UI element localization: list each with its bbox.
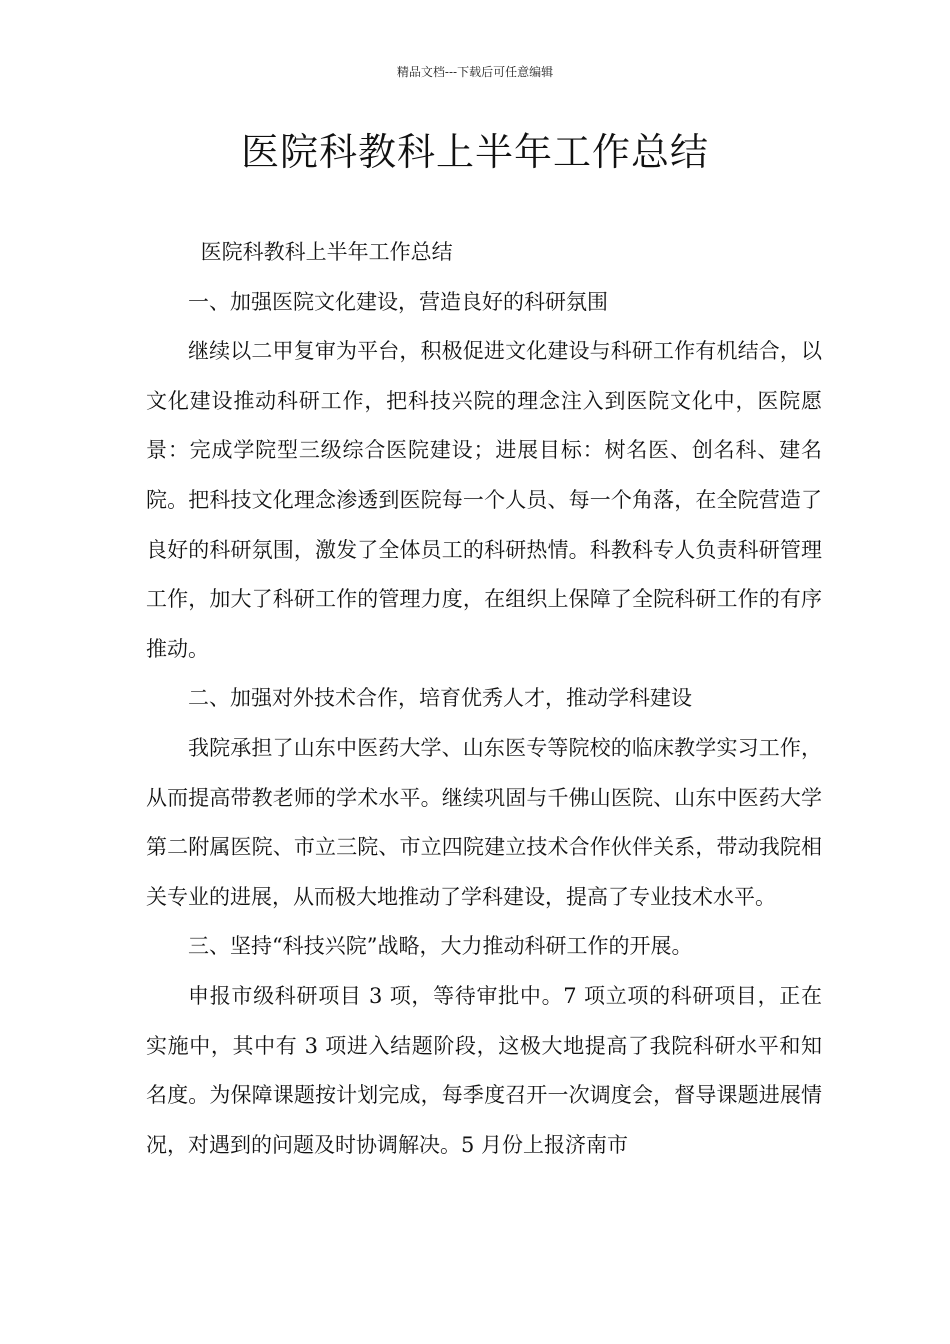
header-note: 精品文档---下载后可任意编辑 [396, 65, 554, 79]
body-paragraph-1: 继续以二甲复审为平台，积极促进文化建设与科研工作有机结合，以文化建设推动科研工作，把科技兴院的理念注入到医院文化中，医院愿景：完成学院型三级综合医院建设；进展目标：树名医、创名科、建名院。把科技文化理念渗透到医院每一个人员、每一个角落，在全院营造了良好的科研氛围，激发了全体员工的科研热情。科教科专人负责科研管理工作，加大了科研工作的管理力度，在组织上保障了全院科研工作的有序推动。 [146, 339, 822, 661]
section-heading-2: 二、加强对外技术合作，培育优秀人才，推动学科建设 [188, 686, 692, 711]
document-title: 医院科教科上半年工作总结 [240, 130, 709, 174]
subtitle-paragraph: 医院科教科上半年工作总结 [200, 240, 453, 264]
section-heading-1: 一、加强医院文化建设，营造良好的科研氛围 [188, 289, 608, 314]
document-body [146, 228, 822, 1170]
section-heading-3: 三、坚持“科技兴院”战略，大力推动科研工作的开展。 [188, 934, 693, 959]
body-paragraph-3: 申报市级科研项目 3 项，等待审批中。7 项立项的科研项目，正在实施中，其中有 3 项进入结题阶段，这极大地提高了我院科研水平和知名度。为保障课题按计划完成，每季度召开一次调度会，督导课题进展情况，对遇到的问题及时协调解决。5 月份上报济南市 [146, 983, 822, 1157]
body-paragraph-2: 我院承担了山东中医药大学、山东医专等院校的临床教学实习工作，从而提高带教老师的学术水平。继续巩固与千佛山医院、山东中医药大学第二附属医院、市立三院、市立四院建立技术合作伙伴关系，带动我院相关专业的进展，从而极大地推动了学科建设，提高了专业技术水平。 [146, 735, 822, 909]
